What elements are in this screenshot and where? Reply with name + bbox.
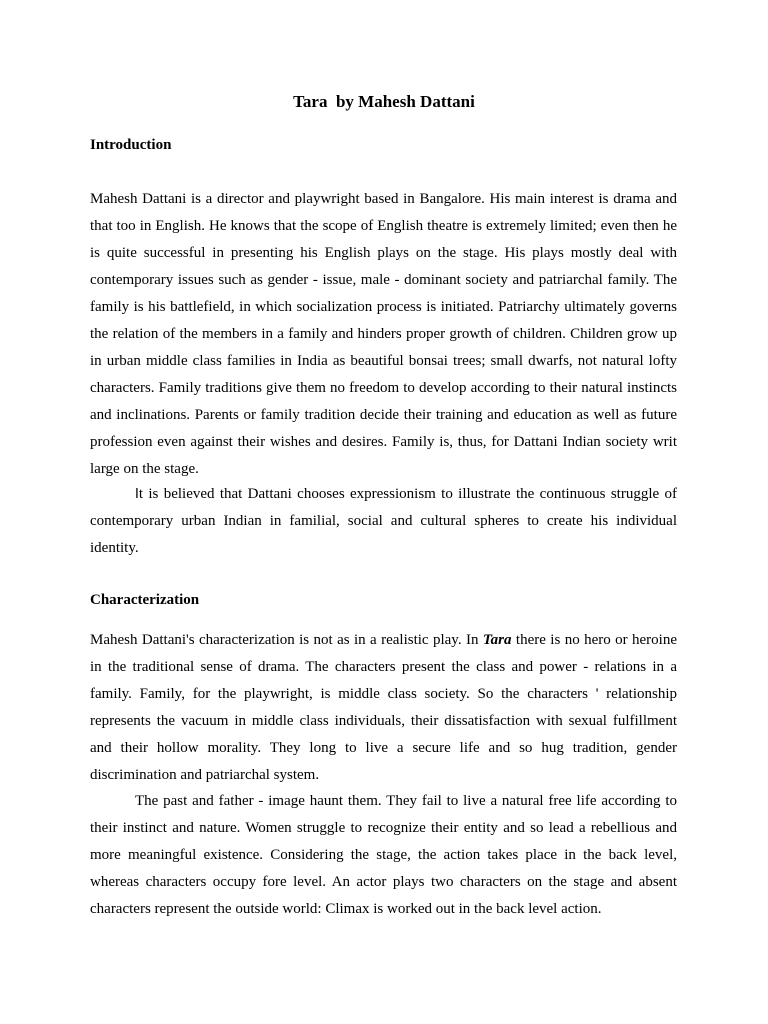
- paragraph-text-before-emphasis: Mahesh Dattani's characterization is not as in a realistic play. In: [90, 632, 483, 648]
- introduction-paragraph-2: [90, 481, 677, 562]
- paragraph-body-text: t is believed that Dattani chooses expressionism to illustrate the continuous struggle of contemporary urban Indian in familial, social and cultural spheres to create his individual identity.: [90, 486, 677, 556]
- document-title: Tara by Mahesh Dattani: [293, 92, 475, 111]
- characterization-paragraph-2: The past and father - image haunt them. They fail to live a natural free life according to their instinct and nature. Women struggle to recognize their entity and so lead a rebellious and more meaningful existence. Considering the stage, the action takes place in the back level, whereas characters occupy fore level. An actor plays two characters on the stage and absent characters represent the outside world: Climax is worked out in the back level action.: [90, 793, 677, 917]
- paragraph-text-after-emphasis: there is no hero or heroine in the traditional sense of drama. The characters present the class and power - relations in a family. Family, for the playwright, is middle class society. So the characters ' relationship represents the vacuum in middle class individuals, their dissatisfaction with sexual fulfillment and their hollow morality. They long to live a secure life and so hug tradition, gender discrimination and patriarchal system.: [90, 632, 678, 783]
- section-heading-introduction: Introduction: [90, 137, 172, 153]
- introduction-paragraph-1: Mahesh Dattani is a director and playwright based in Bangalore. His main interest is drama and that too in English. He knows that the scope of English theatre is extremely limited; even then he is quite successful in presenting his English plays on the stage. His plays mostly deal with contemporary issues such as gender - issue, male - dominant society and patriarchal family. The family is his battlefield, in which socialization process is initiated. Patriarchy ultimately governs the relation of the members in a family and hinders proper growth of children. Children grow up in urban middle class families in India as beautiful bonsai trees; small dwarfs, not natural lofty characters. Family traditions give them no freedom to develop according to their natural instincts and inclinations. Parents or family tradition decide their training and education as well as future profession even against their wishes and desires. Family is, thus, for Dattani Indian society writ large on the stage.: [90, 191, 677, 477]
- paragraph-initial-letter: I: [135, 487, 139, 502]
- play-title-emphasis: Tara: [482, 632, 512, 648]
- characterization-paragraph-1: [90, 627, 677, 789]
- section-heading-characterization: Characterization: [90, 592, 200, 608]
